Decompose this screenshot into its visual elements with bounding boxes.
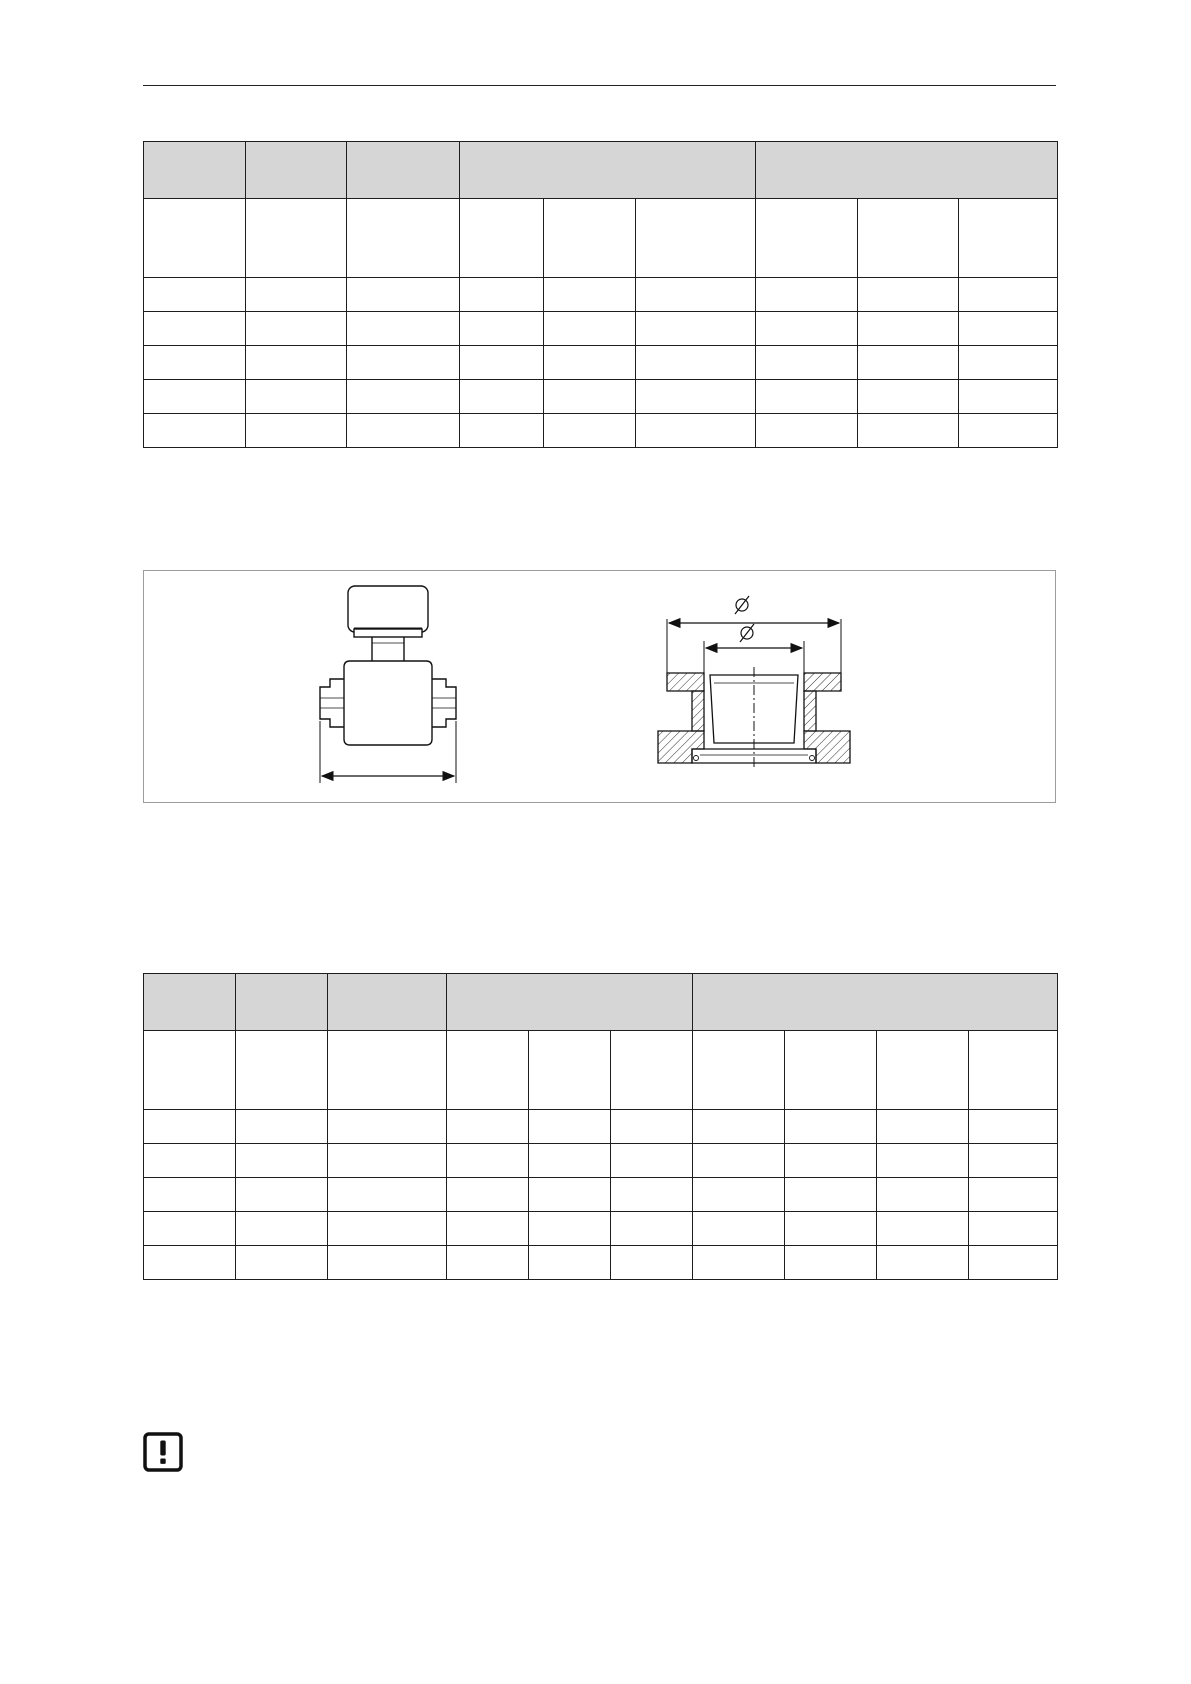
table-cell xyxy=(246,380,347,414)
meter-body xyxy=(344,661,432,745)
table-cell xyxy=(328,1178,447,1212)
table-cell xyxy=(529,1144,611,1178)
table-cell xyxy=(969,1110,1058,1144)
display-head xyxy=(348,586,428,632)
table-cell xyxy=(246,312,347,346)
table-cell xyxy=(347,346,460,380)
dimension-drawing xyxy=(143,570,1056,803)
table-cell xyxy=(611,1178,693,1212)
table-cell xyxy=(858,312,959,346)
header-cell xyxy=(236,974,328,1031)
subheader-cell xyxy=(877,1031,969,1110)
table-cell xyxy=(460,380,544,414)
header-cell xyxy=(246,142,347,199)
table-cell xyxy=(785,1144,877,1178)
table-cell xyxy=(529,1110,611,1144)
table-cell xyxy=(969,1246,1058,1280)
table-cell xyxy=(858,346,959,380)
table-subheader-row xyxy=(144,1031,1058,1110)
table-cell xyxy=(144,1110,236,1144)
table-cell xyxy=(611,1110,693,1144)
table-cell xyxy=(447,1144,529,1178)
table-cell xyxy=(347,312,460,346)
table-cell xyxy=(959,380,1058,414)
table-cell xyxy=(328,1144,447,1178)
table-cell xyxy=(877,1212,969,1246)
table-row xyxy=(144,414,1058,448)
table-cell xyxy=(756,346,858,380)
table-cell xyxy=(877,1246,969,1280)
table-subheader-row xyxy=(144,199,1058,278)
table-cell xyxy=(246,346,347,380)
table-cell xyxy=(447,1212,529,1246)
diameter-symbol-icon xyxy=(735,596,749,614)
subheader-cell xyxy=(969,1031,1058,1110)
table-cell xyxy=(959,346,1058,380)
table-cell xyxy=(858,414,959,448)
table-cell xyxy=(636,414,756,448)
header-cell xyxy=(328,974,447,1031)
table-cell xyxy=(785,1178,877,1212)
table-cell xyxy=(144,1246,236,1280)
table-cell xyxy=(447,1178,529,1212)
subheader-cell xyxy=(785,1031,877,1110)
header-group-cell xyxy=(447,974,693,1031)
table-cell xyxy=(144,278,246,312)
table-cell xyxy=(144,346,246,380)
table-cell xyxy=(144,380,246,414)
table-cell xyxy=(785,1246,877,1280)
table-cell xyxy=(460,414,544,448)
table-cell xyxy=(693,1212,785,1246)
subheader-cell xyxy=(460,199,544,278)
table-cell xyxy=(544,278,636,312)
table-row xyxy=(144,346,1058,380)
table-cell xyxy=(611,1246,693,1280)
table-cell xyxy=(447,1110,529,1144)
flowmeter-side-view xyxy=(320,586,456,783)
table-cell xyxy=(959,414,1058,448)
table-cell xyxy=(636,278,756,312)
subheader-cell xyxy=(246,199,347,278)
table-cell xyxy=(236,1144,328,1178)
table-cell xyxy=(858,278,959,312)
header-group-cell xyxy=(756,142,1058,199)
header-cell xyxy=(144,142,246,199)
drawing-canvas xyxy=(144,571,1057,804)
table-cell xyxy=(756,312,858,346)
header-cell xyxy=(347,142,460,199)
table-cell xyxy=(328,1110,447,1144)
table-cell xyxy=(144,414,246,448)
header-rule xyxy=(143,85,1056,86)
head-base xyxy=(354,629,422,637)
table-cell xyxy=(544,380,636,414)
table-cell xyxy=(969,1212,1058,1246)
table-cell xyxy=(959,312,1058,346)
table-row xyxy=(144,1178,1058,1212)
table-cell xyxy=(460,278,544,312)
table-cell xyxy=(460,312,544,346)
header-cell xyxy=(144,974,236,1031)
table-cell xyxy=(347,380,460,414)
subheader-cell xyxy=(144,1031,236,1110)
subheader-cell xyxy=(447,1031,529,1110)
table-cell xyxy=(144,1144,236,1178)
subheader-cell xyxy=(529,1031,611,1110)
header-group-cell xyxy=(693,974,1058,1031)
table-cell xyxy=(236,1212,328,1246)
table-cell xyxy=(877,1110,969,1144)
header-group-cell xyxy=(460,142,756,199)
table-cell xyxy=(529,1246,611,1280)
table-cell xyxy=(236,1246,328,1280)
table-row xyxy=(144,312,1058,346)
table-cell xyxy=(693,1110,785,1144)
table-row xyxy=(144,1144,1058,1178)
table-cell xyxy=(858,380,959,414)
subheader-cell xyxy=(636,199,756,278)
table-cell xyxy=(611,1212,693,1246)
table-row xyxy=(144,380,1058,414)
table-cell xyxy=(544,312,636,346)
table-cell xyxy=(460,346,544,380)
table-cell xyxy=(347,414,460,448)
table-header-row xyxy=(144,974,1058,1031)
table-cell xyxy=(693,1144,785,1178)
subheader-cell xyxy=(144,199,246,278)
table-cell xyxy=(328,1246,447,1280)
table-cell xyxy=(693,1178,785,1212)
subheader-cell xyxy=(756,199,858,278)
table-row xyxy=(144,1212,1058,1246)
table-cell xyxy=(636,312,756,346)
table-row xyxy=(144,1110,1058,1144)
table-cell xyxy=(544,346,636,380)
table-cell xyxy=(347,278,460,312)
dimension-table-1 xyxy=(143,141,1058,448)
table-cell xyxy=(144,312,246,346)
flange-section-view xyxy=(658,596,850,767)
table-row xyxy=(144,278,1058,312)
table-cell xyxy=(447,1246,529,1280)
table-cell xyxy=(246,414,347,448)
right-flange xyxy=(432,679,456,727)
table-cell xyxy=(529,1212,611,1246)
table-cell xyxy=(144,1212,236,1246)
table-cell xyxy=(959,278,1058,312)
subheader-cell xyxy=(959,199,1058,278)
table-cell xyxy=(246,278,347,312)
subheader-cell xyxy=(544,199,636,278)
subheader-cell xyxy=(858,199,959,278)
table-cell xyxy=(328,1212,447,1246)
table-row xyxy=(144,1246,1058,1280)
diameter-symbol-icon xyxy=(740,624,754,642)
table-cell xyxy=(611,1144,693,1178)
table-cell xyxy=(785,1110,877,1144)
table-cell xyxy=(144,1178,236,1212)
subheader-cell xyxy=(236,1031,328,1110)
table-cell xyxy=(236,1110,328,1144)
subheader-cell xyxy=(328,1031,447,1110)
table-cell xyxy=(969,1144,1058,1178)
table-cell xyxy=(236,1178,328,1212)
table-cell xyxy=(693,1246,785,1280)
table-header-row xyxy=(144,142,1058,199)
table-cell xyxy=(877,1144,969,1178)
subheader-cell xyxy=(347,199,460,278)
subheader-cell xyxy=(611,1031,693,1110)
table-cell xyxy=(544,414,636,448)
subheader-cell xyxy=(693,1031,785,1110)
table-cell xyxy=(969,1178,1058,1212)
table-cell xyxy=(529,1178,611,1212)
table-cell xyxy=(636,380,756,414)
left-flange xyxy=(320,679,344,727)
table-cell xyxy=(636,346,756,380)
table-cell xyxy=(756,380,858,414)
table-cell xyxy=(877,1178,969,1212)
table-cell xyxy=(756,278,858,312)
table-cell xyxy=(785,1212,877,1246)
exclamation-mark-icon xyxy=(143,1432,183,1472)
dimension-table-2 xyxy=(143,973,1058,1280)
table-cell xyxy=(756,414,858,448)
